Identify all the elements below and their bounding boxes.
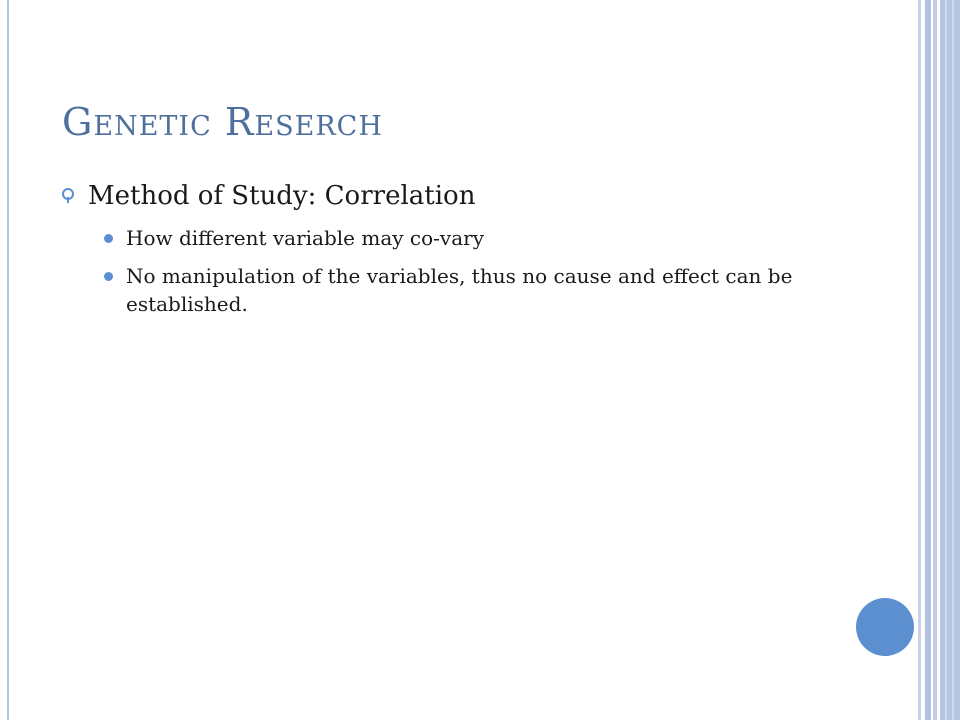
left-border-rule [7,0,9,720]
right-stripe [918,0,921,720]
bullet-text: Method of Study: Correlation [88,181,476,211]
sub-bullet-text: No manipulation of the variables, thus no cause and effect can be established. [126,264,793,316]
bullet-level-1 [60,176,880,216]
sub-bullet-text: How different variable may co-vary [126,226,484,250]
bullet-level-2 [60,262,826,318]
right-stripe [933,0,937,720]
right-stripe [925,0,931,720]
bullet-level-2 [60,224,826,252]
slide-body [60,176,880,328]
right-stripe [940,0,960,720]
decorative-circle [856,598,914,656]
right-stripe [952,0,954,720]
right-stripe [945,0,947,720]
slide-title: Genetic Reserch [62,100,383,144]
filled-bullet-icon [104,234,113,243]
filled-bullet-icon [104,272,113,281]
hollow-bullet-icon [62,188,74,200]
